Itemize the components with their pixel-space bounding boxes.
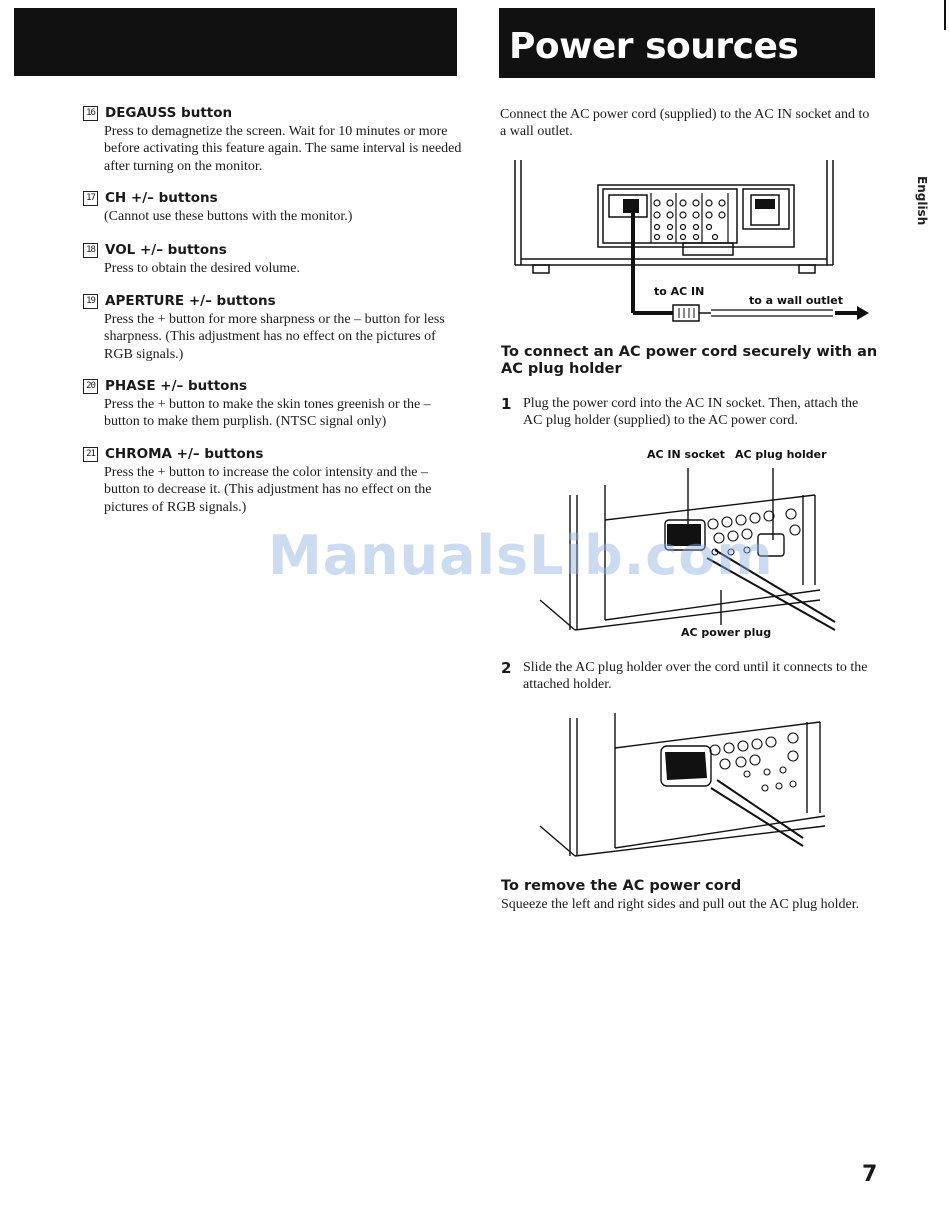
left-header-bar: [14, 8, 457, 76]
item-number: 19: [83, 294, 98, 309]
item-title: APERTURE +/– buttons: [105, 293, 276, 309]
item-title: DEGAUSS button: [105, 105, 233, 121]
page-number: 7: [862, 1162, 878, 1187]
plug-holder-heading: To connect an AC power cord securely with an AC plug holder: [501, 344, 878, 377]
label-ac-in-socket: AC IN socket: [647, 448, 725, 461]
item-ch: [83, 190, 463, 225]
item-description: Press to demagnetize the screen. Wait for 10 minutes or more before activating this feature again. The same interval is needed after turning on the monitor.: [104, 124, 462, 174]
step-number: 1: [501, 395, 512, 413]
item-phase: [83, 378, 463, 431]
step-text: Slide the AC plug holder over the cord until it connects to the attached holder.: [523, 660, 868, 692]
page-title: Power sources: [509, 26, 799, 67]
section-header-bar: [499, 8, 875, 78]
intro-text: Connect the AC power cord (supplied) to the AC IN socket and to a wall outlet.: [500, 107, 870, 139]
rear-panel-figure: [505, 155, 875, 327]
item-title: VOL +/– buttons: [105, 242, 227, 258]
item-title: CHROMA +/– buttons: [105, 446, 264, 462]
item-chroma: [83, 446, 463, 516]
item-number: 18: [83, 243, 98, 258]
step-number: 2: [501, 659, 512, 677]
step-1: [501, 395, 881, 429]
item-number: 17: [83, 191, 98, 206]
item-number: 20: [83, 379, 98, 394]
plug-holder-connected-figure: [535, 708, 835, 863]
item-vol: [83, 242, 463, 277]
watermark: ManualsLib.com: [268, 524, 774, 587]
step-text: Plug the power cord into the AC IN socket. Then, attach the AC plug holder (supplied) to the AC power cord.: [523, 396, 859, 428]
language-tab: English: [915, 176, 929, 226]
label-to-wall-outlet: to a wall outlet: [749, 294, 843, 307]
label-to-ac-in: to AC IN: [654, 285, 705, 298]
label-ac-power-plug: AC power plug: [681, 626, 772, 639]
item-description: Press to obtain the desired volume.: [104, 261, 300, 276]
remove-heading: To remove the AC power cord: [501, 878, 742, 894]
item-number: 16: [83, 106, 98, 121]
label-ac-plug-holder: AC plug holder: [735, 448, 827, 461]
item-description: Press the + button to make the skin tones greenish or the – button to make them purplish. (NTSC signal only): [104, 397, 431, 430]
remove-text: Squeeze the left and right sides and pull out the AC plug holder.: [501, 897, 860, 912]
item-description: (Cannot use these buttons with the monitor.): [104, 209, 353, 224]
item-description: Press the + button to increase the color intensity and the – button to decrease it. (This adjustment has no effect on the pictures of RGB signals.): [104, 465, 432, 515]
item-title: PHASE +/– buttons: [105, 378, 248, 394]
item-aperture: [83, 293, 463, 363]
item-degauss: [83, 105, 463, 175]
corner-rule: [944, 0, 946, 30]
item-description: Press the + button for more sharpness or the – button for less sharpness. (This adjustment has no effect on the pictures of RGB signals.): [104, 312, 445, 362]
step-2: [501, 659, 881, 693]
item-title: CH +/– buttons: [105, 190, 218, 206]
item-number: 21: [83, 447, 98, 462]
